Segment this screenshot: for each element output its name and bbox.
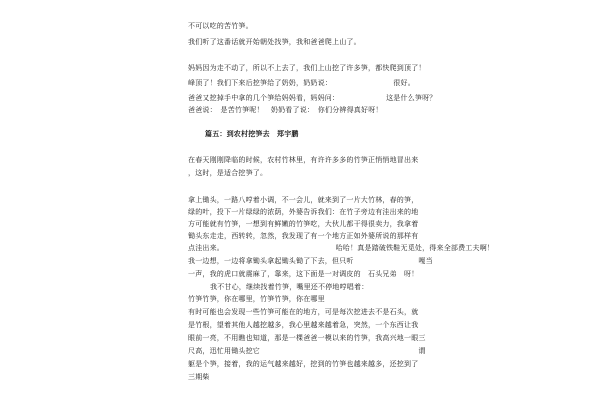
text-line: 在春天刚刚降临的时候，农村竹林里，有许许多多的竹笋正悄悄地冒出来 [188, 156, 419, 164]
text-line: 我不甘心，继续找着竹笋，嘴里还不停地哼唱着： [210, 283, 369, 291]
text-line: 我们听了这番话就开始朝处找笋，我和爸爸爬上山了。 [188, 38, 361, 46]
text-line: 峰顶了！我们下来后挖笋给了奶奶，奶奶说： 很好。 [188, 79, 415, 87]
text-line: 方可能就有竹笋，一想到有鲜嫩的竹笋吃，大伙儿都干得很卖力，我拿着 [188, 220, 419, 228]
text-line: 是竹根，望着其他人越挖越多，我心里越来越着急，突然，一个东西让我 [188, 321, 419, 329]
text-line: 妈妈因为走不动了，所以不上去了，我们上山挖了许多笋，都快爬到顶了！ [188, 64, 426, 72]
text-line: 锄头东走走，西转转，忽然，我发现了有一个地方正如外婆所说的那样有 [188, 232, 419, 240]
text-line: 眼前一亮，不用瞧也知道，那是一棵爸爸一模以来的竹笋，我高兴地一眼三 [188, 334, 426, 342]
text-line: 拿上锄头，一路八哼着小调，不一会儿，就来到了一片大竹林，春的笋， [188, 196, 419, 204]
text-line: 我一边想，一边将拿锄头拿起锄头锄了下去，但只听 嘎当 [188, 257, 433, 265]
text-line: ，这时，是适合挖笋了。 [188, 169, 268, 177]
text-line: 绿的叶，投下一片绿绿的浓荫，外婆告诉我们：在竹子旁边有洼出来的地 [188, 208, 419, 216]
text-line: 三期柴 [188, 373, 210, 381]
text-line: 尺高，迅忙用锄头挖它 谓 [188, 347, 426, 355]
text-line: 有时可能也会发现一些竹笋可能在的地方，可是每次挖进去不是石头，就 [188, 308, 419, 316]
text-line: 躯是个笋，接着，我的运气越来越好，挖到的竹笋也越来越多，还挖到了 [188, 360, 419, 368]
text-line: 不可以吃的苦竹笋。 [188, 22, 253, 30]
section-title: 篇五：到农村挖笋去 郑宇鹏 [205, 130, 299, 138]
text-line: 点洼出来。 哈哈！真是踏破铁鞋无觅处，得来全部费工夫啊！ [188, 244, 495, 252]
text-line: 竹笋竹笋，你在哪里，竹笋竹笋，你在哪里 [188, 295, 325, 303]
text-line: 一声，我的虎口就震麻了，靠来，这下面是一对调皮的 石头兄弟 呀！ [188, 270, 419, 278]
text-line: 爸爸又挖掉手中拿的几个笋给妈妈看，妈妈问： 这是什么笋呀？ [188, 94, 437, 102]
text-line: 爸爸说： 是苦竹笋呢！ 奶奶看了说： 你们分辨得真好呀！ [188, 106, 383, 114]
